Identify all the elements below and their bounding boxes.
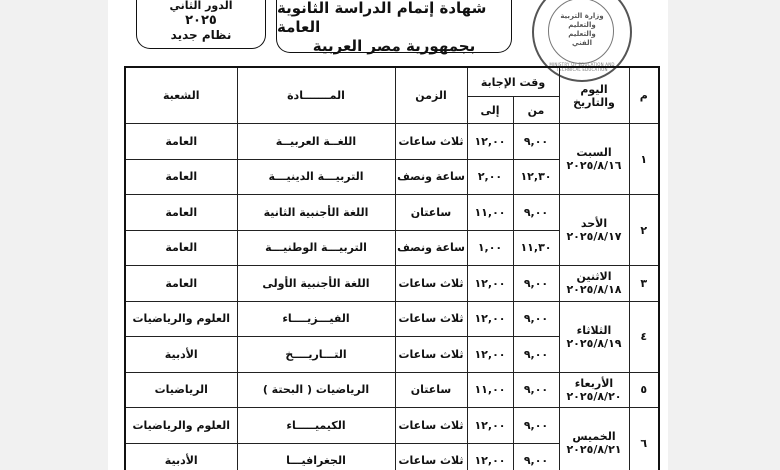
time-from: ٩,٠٠ <box>513 301 559 337</box>
duration: ثلاث ساعات <box>395 301 467 337</box>
day-name: الأربعاء <box>574 376 614 390</box>
duration: ثلاث ساعات <box>395 337 467 373</box>
branch: الأدبية <box>125 443 237 470</box>
day-date-cell <box>559 124 629 195</box>
day-date-cell <box>559 195 629 266</box>
time-from: ٩,٠٠ <box>513 124 559 160</box>
document-title: شهادة إتمام الدراسة الثانوية العامة <box>277 0 487 36</box>
day-number: ٥ <box>629 372 659 408</box>
document-subtitle: بجمهورية مصر العربية <box>312 36 476 55</box>
system-label: نظام جديد <box>170 28 232 42</box>
table-row <box>125 124 659 160</box>
time-to: ٢,٠٠ <box>467 159 513 195</box>
exam-date: ٢٠٢٥/٨/٢١ <box>566 443 622 456</box>
exam-date: ٢٠٢٥/٨/١٩ <box>566 336 622 350</box>
duration: ساعة ونصف <box>395 230 467 266</box>
branch: الرياضيات <box>125 372 237 408</box>
table-row <box>125 195 659 231</box>
subject: اللغة الأجنبية الثانية <box>237 195 395 231</box>
time-from: ٩,٠٠ <box>513 443 559 470</box>
day-number: ٤ <box>629 301 659 372</box>
duration: ساعتان <box>395 372 467 408</box>
exam-table <box>124 66 660 470</box>
time-from: ٩,٠٠ <box>513 337 559 373</box>
subject: الرياضيات ( البحتة ) <box>237 372 395 408</box>
day-number: ٢ <box>629 195 659 266</box>
header-day-date: اليوم والتاريخ <box>559 67 629 124</box>
header-duration: الزمن <box>395 67 467 124</box>
time-from: ٩,٠٠ <box>513 372 559 408</box>
time-to: ١٢,٠٠ <box>467 124 513 160</box>
table-row <box>125 266 659 302</box>
header-subject: المـــــــادة <box>237 67 395 124</box>
subject: الفيـــزيــــاء <box>237 301 395 337</box>
exam-date: ٢٠٢٥/٨/١٦ <box>566 159 622 172</box>
time-from: ١٢,٣٠ <box>513 159 559 195</box>
header-to: إلى <box>467 97 513 124</box>
table-row <box>125 408 659 444</box>
day-number: ٦ <box>629 408 659 470</box>
time-from: ٩,٠٠ <box>513 195 559 231</box>
time-to: ١٢,٠٠ <box>467 408 513 444</box>
branch: العامة <box>125 124 237 160</box>
duration: ثلاث ساعات <box>395 408 467 444</box>
day-date-cell <box>559 266 629 302</box>
day-number: ١ <box>629 124 659 195</box>
subject: الكيميـــــاء <box>237 408 395 444</box>
duration: ثلاث ساعات <box>395 124 467 160</box>
branch: العامة <box>125 230 237 266</box>
branch: العامة <box>125 266 237 302</box>
branch: العامة <box>125 195 237 231</box>
branch: العلوم والرياضيات <box>125 408 237 444</box>
day-date-cell <box>559 408 629 470</box>
time-from: ٩,٠٠ <box>513 266 559 302</box>
time-to: ١١,٠٠ <box>467 195 513 231</box>
day-number: ٣ <box>629 266 659 302</box>
time-to: ١٢,٠٠ <box>467 301 513 337</box>
branch: الأدبية <box>125 337 237 373</box>
exam-date: ٢٠٢٥/٨/١٨ <box>566 283 622 297</box>
subject: اللغة الأجنبية الأولى <box>237 266 395 302</box>
time-to: ١١,٠٠ <box>467 372 513 408</box>
day-name: الخميس <box>572 430 616 443</box>
title-box <box>276 0 512 53</box>
time-from: ١١,٣٠ <box>513 230 559 266</box>
subject: التربيـــة الوطنيـــة <box>237 230 395 266</box>
subject: الجغرافيـــا <box>237 443 395 470</box>
round-info-box <box>136 0 266 49</box>
round-label: الدور الثاني <box>169 0 233 12</box>
subject: التربيـــة الدينيـــة <box>237 159 395 195</box>
time-from: ٩,٠٠ <box>513 408 559 444</box>
day-name: الاثنين <box>576 270 612 284</box>
branch: العلوم والرياضيات <box>125 301 237 337</box>
exam-date: ٢٠٢٥/٨/٢٠ <box>566 389 622 403</box>
duration: ثلاث ساعات <box>395 266 467 302</box>
duration: ساعتان <box>395 195 467 231</box>
time-to: ١٢,٠٠ <box>467 337 513 373</box>
time-to: ١,٠٠ <box>467 230 513 266</box>
day-name: الثلاثاء <box>576 323 612 337</box>
day-name: الأحد <box>580 217 608 230</box>
header-answer-time: وقت الإجابة <box>467 67 559 97</box>
header-branch: الشعبة <box>125 67 237 124</box>
header-num: م <box>629 67 659 124</box>
table-row <box>125 301 659 337</box>
exam-date: ٢٠٢٥/٨/١٧ <box>566 230 622 243</box>
day-name: السبت <box>576 146 612 159</box>
exam-schedule-document <box>108 0 668 470</box>
branch: العامة <box>125 159 237 195</box>
seal-text: وزارة التربية والتعليم والتعليم الفني <box>560 12 604 47</box>
duration: ساعة ونصف <box>395 159 467 195</box>
day-date-cell <box>559 301 629 372</box>
subject: التـــاريــــخ <box>237 337 395 373</box>
header-from: من <box>513 97 559 124</box>
year-label: ٢٠٢٥ <box>185 13 217 28</box>
time-to: ١٢,٠٠ <box>467 443 513 470</box>
seal-ring-text: MINISTRY OF EDUCATION AND TECHNICAL EDUCATION <box>549 62 615 72</box>
duration: ثلاث ساعات <box>395 443 467 470</box>
day-date-cell <box>559 372 629 408</box>
subject: اللغــة العربيــة <box>237 124 395 160</box>
time-to: ١٢,٠٠ <box>467 266 513 302</box>
table-row <box>125 372 659 408</box>
